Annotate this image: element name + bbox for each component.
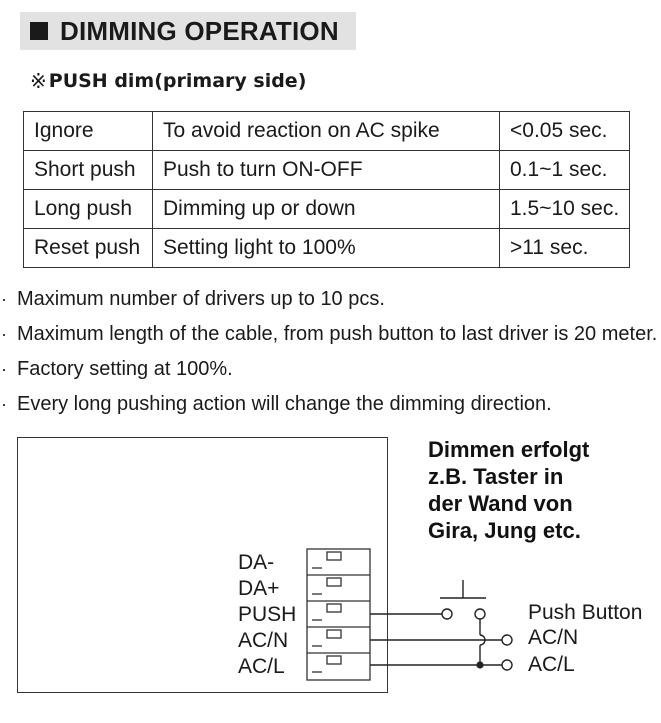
terminal-circles — [502, 635, 512, 670]
push-timing-table — [23, 111, 630, 268]
bullet-marker: · — [1, 324, 7, 344]
subheading — [30, 66, 306, 96]
list-item — [0, 387, 657, 422]
section-title-bar — [20, 12, 356, 50]
table-row — [24, 112, 630, 151]
table-row — [24, 151, 630, 190]
list-item — [0, 282, 657, 317]
junction-dot — [476, 661, 483, 668]
bullet-marker: · — [1, 289, 7, 309]
table-cell-mode: Short push — [24, 151, 153, 190]
driver-device-box — [17, 437, 388, 693]
section-title: DIMMING OPERATION — [60, 15, 339, 46]
table-cell-mode: Ignore — [24, 112, 153, 151]
note-line: Gira, Jung etc. — [428, 518, 581, 543]
note-line: Dimmen erfolgt — [428, 437, 590, 462]
table-cell-description: Push to turn ON-OFF — [153, 151, 500, 190]
square-bullet-icon — [30, 22, 48, 40]
note-line: z.B. Taster in — [428, 464, 564, 489]
reference-mark-icon: ※ — [30, 69, 47, 93]
list-item-text: Factory setting at 100%. — [17, 358, 233, 380]
list-item-text: Maximum number of drivers up to 10 pcs. — [17, 288, 385, 310]
pin-label-push: PUSH — [238, 603, 297, 626]
table-cell-description: Dimming up or down — [153, 190, 500, 229]
pin-label-ac-l: AC/L — [238, 655, 285, 678]
list-item-text: Every long pushing action will change the dimming direction. — [17, 393, 552, 415]
list-item — [0, 317, 657, 352]
table-cell-mode: Reset push — [24, 229, 153, 268]
table-cell-time: <0.05 sec. — [500, 112, 630, 151]
handwritten-note — [428, 436, 658, 544]
subheading-text: PUSH dim(primary side) — [48, 70, 307, 92]
table-row — [24, 190, 630, 229]
note-line: der Wand von — [428, 491, 573, 516]
pin-label-da-minus: DA- — [238, 551, 275, 574]
table-cell-time: >11 sec. — [500, 229, 630, 268]
pin-label-ac-n: AC/N — [238, 629, 289, 652]
bullet-marker: · — [1, 359, 7, 379]
table-cell-description: Setting light to 100% — [153, 229, 500, 268]
terminal-label-ac-n: AC/N — [528, 626, 579, 649]
push-button-symbol — [440, 580, 486, 619]
table-cell-time: 1.5~10 sec. — [500, 190, 630, 229]
table-cell-description: To avoid reaction on AC spike — [153, 112, 500, 151]
wires — [370, 614, 502, 665]
pin-label-da-plus: DA+ — [238, 577, 280, 600]
table-cell-mode: Long push — [24, 190, 153, 229]
terminal-label-ac-l: AC/L — [528, 653, 575, 676]
list-item — [0, 352, 657, 387]
table-cell-time: 0.1~1 sec. — [500, 151, 630, 190]
notes-list — [0, 282, 657, 422]
push-button-label: Push Button — [528, 601, 643, 624]
list-item-text: Maximum length of the cable, from push button to last driver is 20 meter. — [17, 323, 658, 345]
bullet-marker: · — [1, 394, 7, 414]
table-row — [24, 229, 630, 268]
